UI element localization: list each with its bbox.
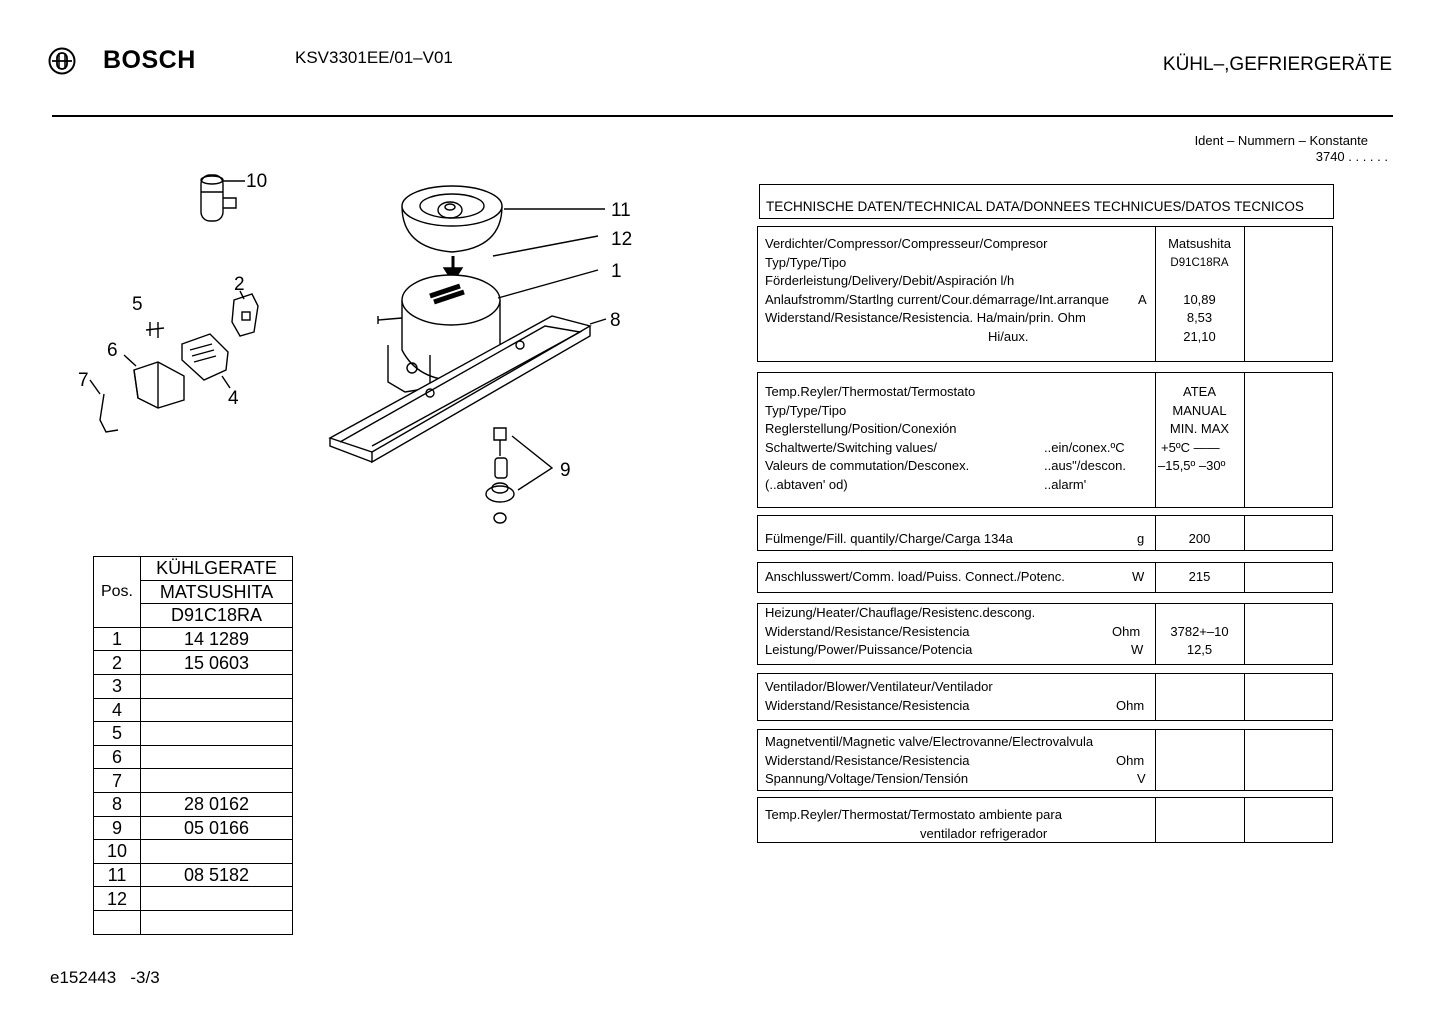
row-pos: 12 bbox=[94, 887, 141, 911]
table-row bbox=[94, 745, 293, 769]
row-pos: 1 bbox=[94, 627, 141, 651]
callout-9: 9 bbox=[560, 460, 571, 481]
ident-block bbox=[1194, 133, 1388, 165]
exploded-parts-diagram bbox=[70, 165, 650, 535]
table-row bbox=[94, 910, 293, 934]
heater-power-unit: W bbox=[1131, 642, 1144, 657]
row-value: 15 0603 bbox=[141, 651, 293, 675]
blower-resistance-label: Widerstand/Resistance/Resistencia bbox=[765, 697, 970, 713]
part-5-clip-icon bbox=[146, 322, 164, 338]
thermostat-commutation-label: Valeurs de commutation/Desconex. bbox=[765, 458, 970, 473]
table-row bbox=[94, 627, 293, 651]
table-row bbox=[94, 769, 293, 793]
compressor-resistance-label: Widerstand/Resistance/Resistencia. Ha/main/prin. Ohm bbox=[765, 310, 1086, 325]
blower-label: Ventilador/Blower/Ventilateur/Ventilador bbox=[765, 679, 993, 694]
callout-8: 8 bbox=[610, 310, 621, 331]
tech-data-title-box bbox=[759, 184, 1334, 219]
row-pos: 3 bbox=[94, 674, 141, 698]
thermostat-on-label: ..ein/conex.ºC bbox=[1044, 439, 1125, 455]
part-2-relay-icon bbox=[232, 291, 258, 336]
ambient-thermostat-section bbox=[757, 797, 1333, 843]
valve-label: Magnetventil/Magnetic valve/Electrovanne/Electrovalvula bbox=[765, 734, 1094, 749]
thermostat-type-value: MANUAL bbox=[1172, 402, 1227, 418]
ambient-thermostat-label: Temp.Reyler/Thermostat/Termostato ambiente para bbox=[765, 807, 1062, 822]
table-row bbox=[94, 840, 293, 864]
callout-6: 6 bbox=[107, 340, 118, 361]
row-value: 08 5182 bbox=[141, 863, 293, 887]
compressor-label: Verdichter/Compressor/Compresseur/Compresor bbox=[765, 236, 1048, 251]
row-pos: 8 bbox=[94, 792, 141, 816]
heater-power-value: 12,5 bbox=[1186, 642, 1213, 657]
compressor-type-label: Typ/Type/Tipo bbox=[765, 254, 847, 270]
thermostat-switching-label: Schaltwerte/Switching values/ bbox=[765, 439, 937, 455]
callout-10: 10 bbox=[246, 171, 268, 192]
thermostat-min-max-value: MIN. MAX bbox=[1169, 421, 1230, 436]
table-row bbox=[94, 651, 293, 675]
row-value bbox=[141, 840, 293, 864]
table-row bbox=[94, 674, 293, 698]
part-6-protector-cover-icon bbox=[124, 355, 184, 408]
blower-section bbox=[757, 673, 1333, 721]
row-pos bbox=[94, 910, 141, 934]
valve-resistance-label: Widerstand/Resistance/Resistencia bbox=[765, 752, 970, 768]
thermostat-brand-value: ATEA bbox=[1183, 384, 1216, 399]
thermostat-position-label: Reglerstellung/Position/Conexión bbox=[765, 421, 957, 436]
compressor-delivery-label: Förderleistung/Delivery/Debit/Aspiración l/h bbox=[765, 273, 1015, 288]
ident-label: Ident – Nummern – Konstante bbox=[1194, 133, 1368, 148]
connected-load-label: Anschlusswert/Comm. load/Puiss. Connect./Potenc. bbox=[765, 569, 1065, 584]
row-value: 28 0162 bbox=[141, 792, 293, 816]
row-pos: 9 bbox=[94, 816, 141, 840]
row-value: 14 1289 bbox=[141, 627, 293, 651]
valve-resistance-unit: Ohm bbox=[1116, 752, 1145, 768]
brand-name: BOSCH bbox=[103, 46, 196, 74]
valve-voltage-label: Spannung/Voltage/Tension/Tensión bbox=[765, 771, 969, 786]
table-row bbox=[94, 863, 293, 887]
valve-voltage-unit: V bbox=[1137, 771, 1146, 786]
compressor-type-value: D91C18RA bbox=[1170, 256, 1229, 269]
row-pos: 5 bbox=[94, 722, 141, 746]
compressor-section bbox=[757, 226, 1333, 362]
thermostat-label: Temp.Reyler/Thermostat/Termostato bbox=[765, 384, 976, 399]
row-value bbox=[141, 769, 293, 793]
callout-7: 7 bbox=[78, 370, 89, 391]
row-pos: 10 bbox=[94, 840, 141, 864]
callout-2: 2 bbox=[234, 274, 245, 295]
row-value bbox=[141, 910, 293, 934]
ident-value: 3740 . . . . . . bbox=[1315, 149, 1388, 164]
thermostat-defrost-label: (..abtaven' od) bbox=[765, 476, 848, 492]
bosch-logo-icon bbox=[48, 47, 76, 75]
part-4-terminal-block-icon bbox=[182, 334, 230, 388]
callout-4: 4 bbox=[228, 388, 239, 409]
table-row bbox=[94, 698, 293, 722]
thermostat-off-value: –15,5º –30º bbox=[1158, 458, 1226, 473]
heater-resistance-value: 3782+–10 bbox=[1170, 623, 1229, 639]
table-row bbox=[94, 816, 293, 840]
thermostat-alarm-label: ..alarm' bbox=[1044, 476, 1087, 492]
compressor-start-current-value: 10,89 bbox=[1183, 291, 1216, 307]
fill-quantity-label: Fülmenge/Fill. quantily/Charge/Carga 134a bbox=[765, 531, 1013, 546]
table-row bbox=[94, 887, 293, 911]
row-pos: 4 bbox=[94, 698, 141, 722]
part-10-capacitor-icon bbox=[201, 175, 245, 221]
row-value bbox=[141, 674, 293, 698]
callout-5: 5 bbox=[132, 294, 143, 315]
connected-load-value: 215 bbox=[1188, 569, 1211, 584]
table-row bbox=[94, 722, 293, 746]
tech-data-title: TECHNISCHE DATEN/TECHNICAL DATA/DONNEES TECHNICUES/DATOS TECNICOS bbox=[766, 199, 1304, 214]
footer-code: e152443 -3/3 bbox=[50, 968, 160, 987]
compressor-start-current-label: Anlaufstromm/Startlng current/Cour.démarrage/Int.arranque bbox=[765, 291, 1109, 307]
heater-resistance-label: Widerstand/Resistance/Resistencia bbox=[765, 623, 970, 639]
thermostat-section bbox=[757, 372, 1333, 508]
category-title: KÜHL–,GEFRIERGERÄTE bbox=[1162, 54, 1392, 75]
row-value bbox=[141, 722, 293, 746]
row-value: 05 0166 bbox=[141, 816, 293, 840]
row-pos: 2 bbox=[94, 651, 141, 675]
row-value bbox=[141, 698, 293, 722]
row-value bbox=[141, 887, 293, 911]
connected-load-section bbox=[757, 562, 1333, 593]
fill-quantity-unit: g bbox=[1137, 531, 1145, 546]
magnetic-valve-section bbox=[757, 729, 1333, 791]
header-model: D91C18RA bbox=[141, 604, 293, 628]
row-pos: 11 bbox=[94, 863, 141, 887]
header-manufacturer: MATSUSHITA bbox=[141, 580, 293, 604]
callout-1: 1 bbox=[611, 261, 622, 282]
header-category: KÜHLGERATE bbox=[141, 557, 293, 581]
thermostat-on-value: +5ºC —— bbox=[1161, 439, 1220, 455]
compressor-aux-label: Hi/aux. bbox=[988, 328, 1029, 344]
fill-quantity-value: 200 bbox=[1188, 531, 1211, 546]
connected-load-unit: W bbox=[1132, 569, 1145, 584]
part-9-mounting-set-icon bbox=[486, 428, 552, 523]
header-divider bbox=[52, 115, 1393, 117]
compressor-aux-resistance-value: 21,10 bbox=[1183, 328, 1216, 344]
heater-section bbox=[757, 603, 1333, 665]
blower-resistance-unit: Ohm bbox=[1116, 697, 1145, 713]
compressor-start-current-unit: A bbox=[1138, 291, 1147, 307]
model-code: KSV3301EE/01–V01 bbox=[295, 48, 453, 67]
compressor-main-resistance-value: 8,53 bbox=[1186, 310, 1213, 325]
pos-header: Pos. bbox=[94, 557, 141, 628]
fill-quantity-section bbox=[757, 515, 1333, 551]
heater-label: Heizung/Heater/Chauflage/Resistenc.descong. bbox=[765, 605, 1036, 620]
heater-power-label: Leistung/Power/Puissance/Potencia bbox=[765, 642, 973, 657]
compressor-brand-value: Matsushita bbox=[1168, 236, 1231, 251]
callout-11: 11 bbox=[611, 200, 631, 221]
part-7-spring-clip-icon bbox=[90, 380, 118, 432]
parts-table bbox=[93, 556, 293, 935]
part-8-base-rail-icon bbox=[330, 316, 606, 462]
table-row bbox=[94, 792, 293, 816]
row-pos: 6 bbox=[94, 745, 141, 769]
thermostat-type-label: Typ/Type/Tipo bbox=[765, 402, 847, 418]
row-pos: 7 bbox=[94, 769, 141, 793]
row-value bbox=[141, 745, 293, 769]
heater-resistance-unit: Ohm bbox=[1112, 623, 1141, 639]
ambient-thermostat-sublabel: ventilador refrigerador bbox=[920, 825, 1048, 841]
part-11-cover-icon bbox=[402, 186, 605, 252]
thermostat-off-label: ..aus"/descon. bbox=[1044, 458, 1126, 473]
callout-12: 12 bbox=[611, 229, 633, 250]
